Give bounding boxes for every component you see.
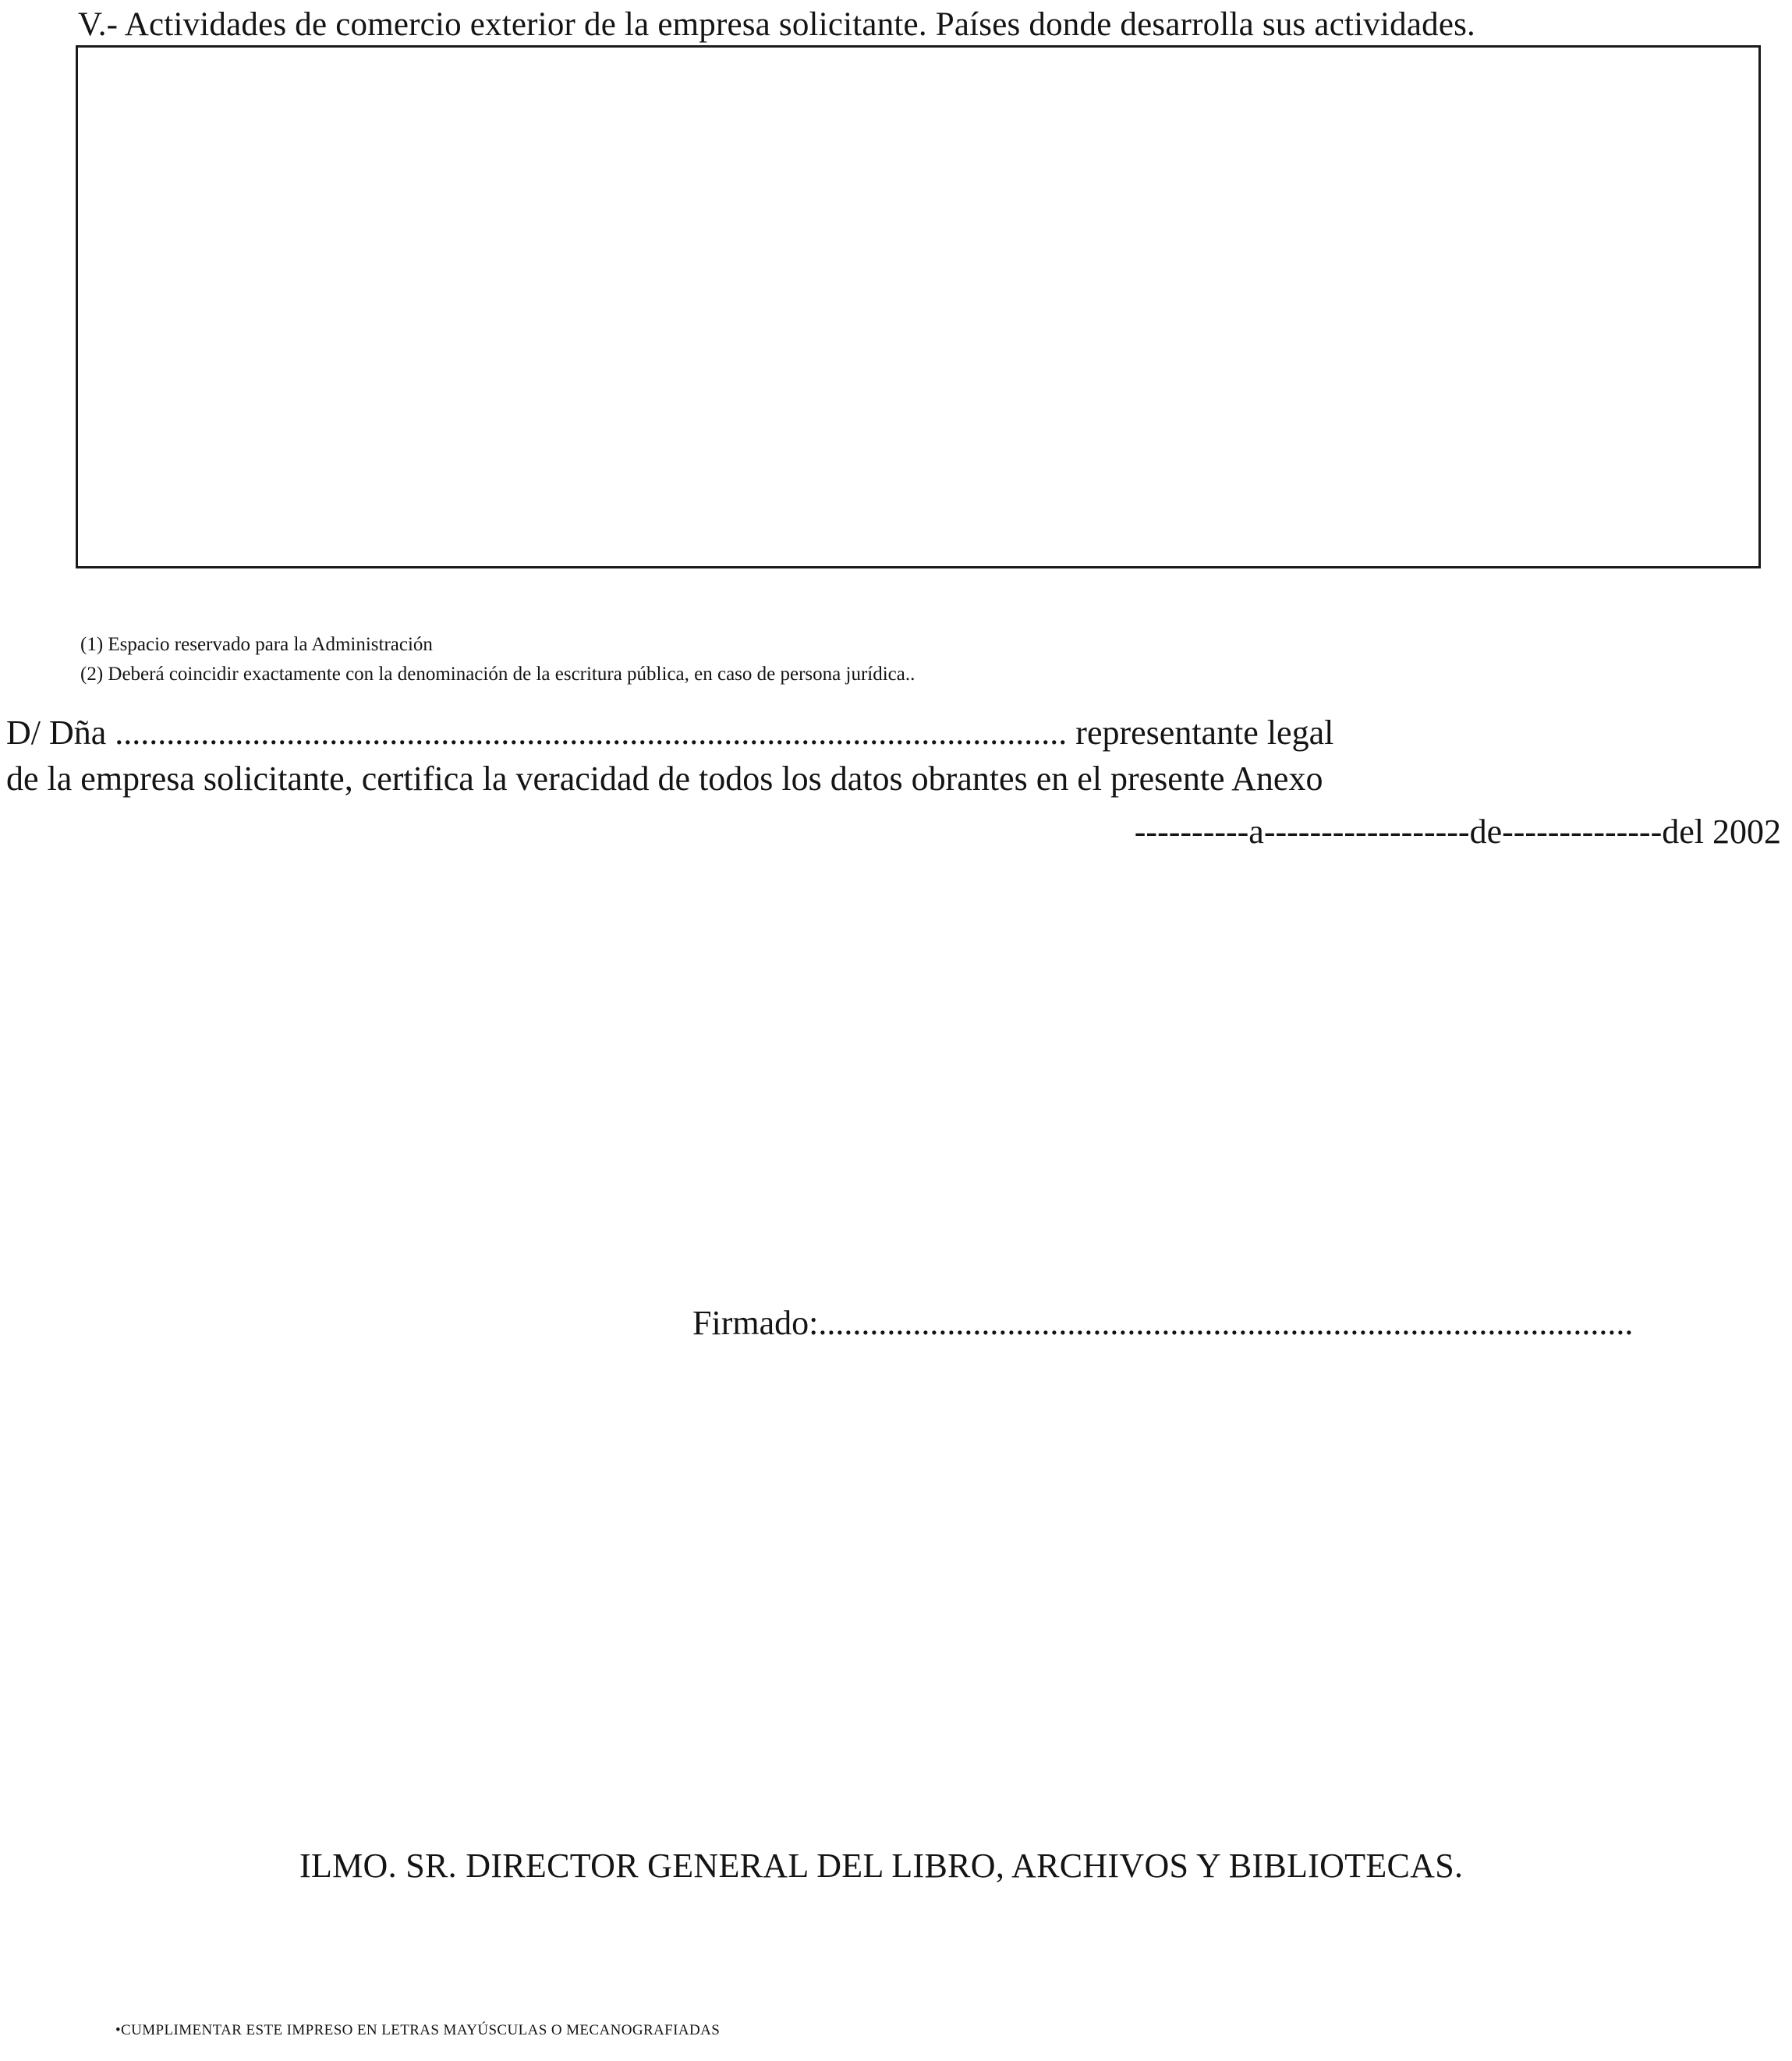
- declarant-name-line[interactable]: D/ Dña ............................................................................................................... representante legal: [6, 714, 1334, 752]
- certification-statement: de la empresa solicitante, certifica la veracidad de todos los datos obrantes en el presente Anexo: [6, 760, 1323, 798]
- footer-instruction: •CUMPLIMENTAR ESTE IMPRESO EN LETRAS MAYÚSCULAS O MECANOGRAFIADAS: [115, 2022, 721, 2038]
- footnote-1: (1) Espacio reservado para la Administración: [80, 634, 433, 655]
- footnote-2: (2) Deberá coincidir exactamente con la denominación de la escritura pública, en caso de persona jurídica..: [80, 664, 915, 685]
- date-fill-line[interactable]: ----------a------------------de--------------del 2002: [1134, 813, 1781, 851]
- section-title: V.- Actividades de comercio exterior de la empresa solicitante. Países donde desarrolla sus actividades.: [78, 6, 1475, 43]
- addressee: ILMO. SR. DIRECTOR GENERAL DEL LIBRO, ARCHIVOS Y BIBLIOTECAS.: [299, 1847, 1464, 1885]
- signature-line[interactable]: Firmado:...............................................................................................: [692, 1304, 1634, 1342]
- activities-text-area[interactable]: [76, 45, 1761, 568]
